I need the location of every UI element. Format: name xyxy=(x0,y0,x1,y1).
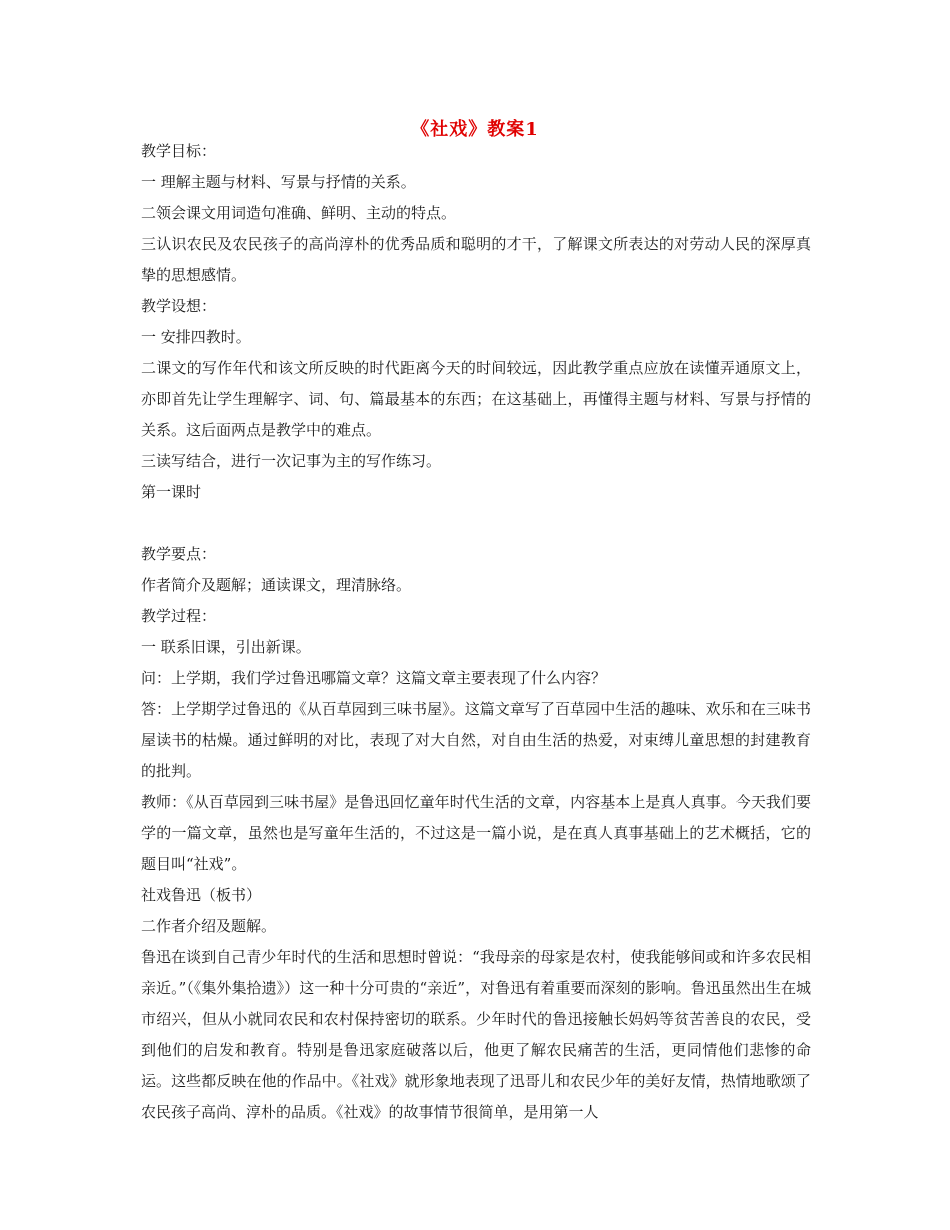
section-heading-process: 教学过程： xyxy=(141,607,217,625)
section-heading-design: 教学设想： xyxy=(141,297,217,315)
design-item-2: 二课文的写作年代和该文所反映的时代距离今天的时间较远，因此教学重点应放在读懂弄通原文上，亦即首先让学生理解字、词、句、篇最基本的东西；在这基础上，再懂得主题与材料、写景与抒情的关系。这后面两点是教学中的难点。 xyxy=(141,359,811,439)
document-title: 《社戏》教案1 xyxy=(411,119,539,140)
objective-item-3: 三认识农民及农民孩子的高尚淳朴的优秀品质和聪明的才干，了解课文所表达的对劳动人民的深厚真挚的思想感情。 xyxy=(141,235,811,284)
design-item-1: 一 安排四教时。 xyxy=(141,328,251,346)
key-points-text: 作者简介及题解；通读课文，理清脉络。 xyxy=(141,576,412,594)
process-step-1: 一 联系旧课，引出新课。 xyxy=(141,638,311,656)
section-heading-objectives: 教学目标： xyxy=(141,142,217,160)
answer-paragraph: 答：上学期学过鲁迅的《从百草园到三味书屋》。这篇文章写了百草园中生活的趣味、欢乐和在三味书屋读书的枯燥。通过鲜明的对比，表现了对大自然，对自由生活的热爱，对束缚儿童思想的封建教育的批判。 xyxy=(141,700,811,780)
section-heading-key-points: 教学要点： xyxy=(141,545,217,563)
blank-line xyxy=(141,508,811,539)
author-intro-paragraph: 鲁迅在谈到自己青少年时代的生活和思想时曾说：“我母亲的母家是农村，使我能够间或和许多农民相亲近。”（《集外集拾遗》）这一种十分可贵的“亲近”，对鲁迅有着重要而深刻的影响。鲁迅虽然出生在城市绍兴，但从小就同农民和农村保持密切的联系。少年时代的鲁迅接触长妈妈等贫苦善良的农民，受到他们的启发和教育。特别是鲁迅家庭破落以后，他更了解农民痛苦的生活，更同情他们悲惨的命运。这些都反映在他的作品中。《社戏》就形象地表现了迅哥儿和农民少年的美好友情，热情地歌颂了农民孩子高尚、淳朴的品质。《社戏》的故事情节很简单，是用第一人 xyxy=(141,948,811,1121)
teacher-paragraph: 教师：《从百草园到三味书屋》是鲁迅回忆童年时代生活的文章，内容基本上是真人真事。今天我们要学的一篇文章，虽然也是写童年生活的，不过这是一篇小说，是在真人真事基础上的艺术概括，它的题目叫“社戏”。 xyxy=(141,793,811,873)
process-step-2: 二作者介绍及题解。 xyxy=(141,917,277,935)
lesson-heading: 第一课时 xyxy=(141,483,202,501)
design-item-3: 三读写结合，进行一次记事为主的写作练习。 xyxy=(141,452,442,470)
document-body xyxy=(141,136,811,1128)
objective-item-1: 一 理解主题与材料、写景与抒情的关系。 xyxy=(141,173,416,191)
objective-item-2: 二领会课文用词造句准确、鲜明、主动的特点。 xyxy=(141,204,457,222)
board-note: 社戏鲁迅（板书） xyxy=(141,886,262,904)
question-text: 问：上学期，我们学过鲁迅哪篇文章？这篇文章主要表现了什么内容？ xyxy=(141,669,607,687)
